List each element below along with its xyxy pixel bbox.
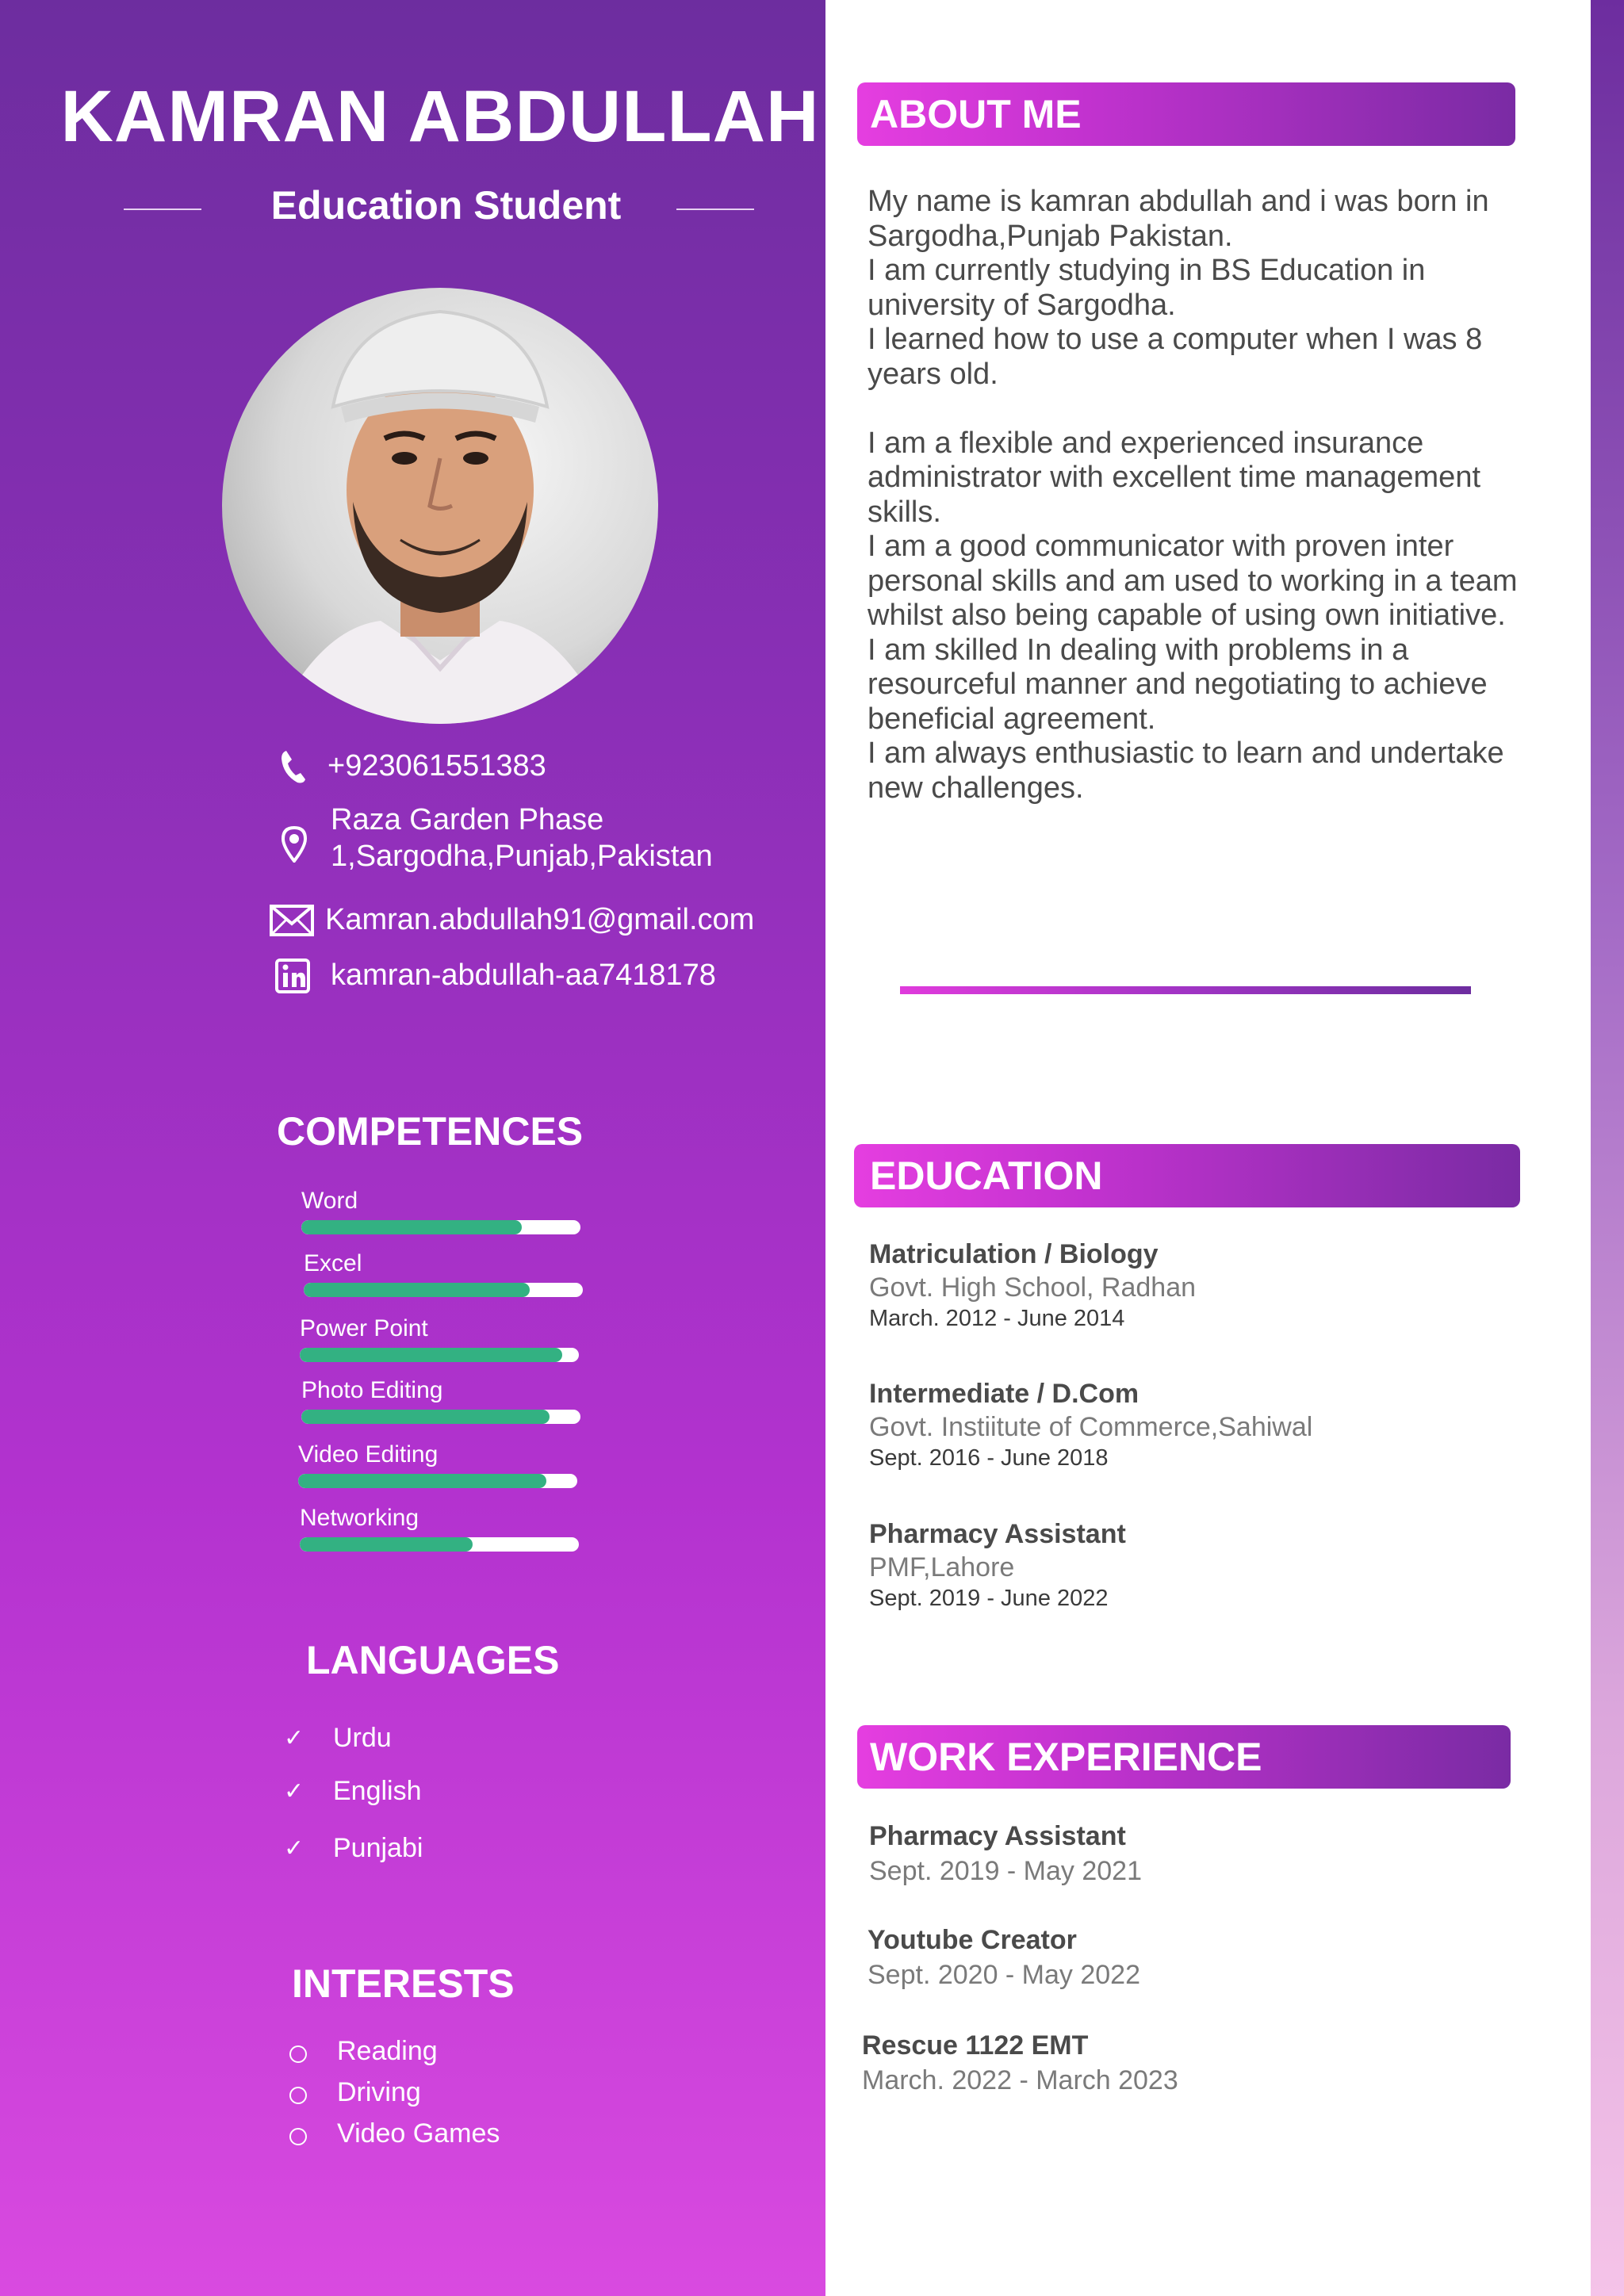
skill-item — [298, 1441, 580, 1488]
education-place: Govt. High School, Radhan — [869, 1272, 1197, 1303]
linkedin-handle[interactable]: kamran-abdullah-aa7418178 — [331, 959, 716, 992]
email-address[interactable]: Kamran.abdullah91@gmail.com — [325, 903, 755, 936]
skill-item — [300, 1314, 581, 1362]
about-line: administrator with excellent time management — [868, 461, 1481, 494]
languages-title: LANGUAGES — [306, 1638, 560, 1682]
about-line: I am currently studying in BS Education in — [868, 254, 1426, 287]
language-label: Urdu — [333, 1723, 392, 1753]
address-line-2: 1,Sargodha,Punjab,Pakistan — [331, 840, 713, 873]
role-row — [0, 182, 825, 238]
skill-bar-fill — [300, 1537, 473, 1552]
circle-bullet-icon — [289, 2128, 307, 2145]
work-title: Pharmacy Assistant — [869, 1821, 1126, 1851]
about-line: whilst also being capable of using own initiative. — [868, 599, 1506, 632]
envelope-icon — [270, 901, 314, 939]
address-line-1: Raza Garden Phase — [331, 803, 604, 836]
contact-phone-row — [275, 748, 546, 786]
skill-bar — [298, 1474, 577, 1488]
about-line: years old. — [868, 357, 998, 391]
skill-label: Power Point — [300, 1315, 428, 1341]
language-item — [284, 1833, 423, 1864]
about-text — [868, 185, 1565, 806]
about-line: I am a flexible and experienced insurance — [868, 426, 1424, 460]
work-date: Sept. 2019 - May 2021 — [869, 1856, 1143, 1886]
about-line: resourceful manner and negotiating to achieve — [868, 668, 1488, 701]
profile-photo — [222, 288, 658, 724]
skill-bar — [301, 1220, 580, 1234]
work-date: Sept. 2020 - May 2022 — [868, 1960, 1141, 1990]
work-item — [869, 1820, 1543, 1889]
education-date: Sept. 2019 - June 2022 — [869, 1586, 1109, 1611]
education-item — [869, 1517, 1543, 1613]
skill-item — [301, 1376, 583, 1424]
role-divider-right — [676, 209, 754, 210]
education-section-header: EDUCATION — [854, 1144, 1520, 1207]
skill-bar-fill — [304, 1283, 530, 1297]
skill-label: Excel — [304, 1250, 362, 1276]
about-line: I learned how to use a computer when I was 8 — [868, 323, 1483, 356]
about-line: skills. — [868, 495, 941, 529]
about-line: I am always enthusiastic to learn and undertake — [868, 737, 1504, 770]
work-title: Rescue 1122 EMT — [862, 2030, 1089, 2061]
check-icon: ✓ — [284, 1725, 304, 1751]
skill-item — [304, 1249, 585, 1297]
about-line: My name is kamran abdullah and i was born in — [868, 185, 1489, 218]
address — [331, 802, 713, 874]
profile-photo-illustration — [222, 288, 658, 724]
education-place: Govt. Instiitute of Commerce,Sahiwal — [869, 1412, 1313, 1442]
language-item — [284, 1776, 422, 1807]
role-title: Education Student — [270, 183, 622, 228]
education-item — [869, 1238, 1543, 1333]
location-pin-icon — [275, 825, 313, 863]
about-line: beneficial agreement. — [868, 702, 1156, 736]
education-item — [869, 1377, 1543, 1472]
contact-linkedin-row — [274, 957, 716, 995]
skill-label: Video Editing — [298, 1441, 439, 1468]
about-line: I am skilled In dealing with problems in a — [868, 633, 1409, 667]
skill-label: Photo Editing — [301, 1377, 443, 1403]
work-item — [868, 1923, 1542, 1993]
education-date: March. 2012 - June 2014 — [869, 1306, 1125, 1331]
interest-label: Reading — [337, 2036, 438, 2066]
education-date: Sept. 2016 - June 2018 — [869, 1445, 1109, 1471]
about-line: Sargodha,Punjab Pakistan. — [868, 219, 1233, 253]
linkedin-icon — [274, 957, 312, 995]
work-item — [862, 2029, 1536, 2099]
about-line: new challenges. — [868, 771, 1084, 805]
section-divider — [900, 986, 1471, 994]
interests-title: INTERESTS — [292, 1961, 515, 2006]
skill-bar — [300, 1348, 579, 1362]
skill-item — [301, 1187, 583, 1234]
interest-label: Driving — [337, 2077, 421, 2107]
interest-item — [289, 2036, 438, 2067]
skill-bar-fill — [301, 1410, 550, 1424]
education-place: PMF,Lahore — [869, 1552, 1015, 1582]
full-name: KAMRAN ABDULLAH — [60, 76, 820, 157]
about-line — [868, 392, 1565, 427]
phone-number[interactable]: +923061551383 — [327, 749, 546, 783]
interest-item — [289, 2077, 421, 2108]
language-label: English — [333, 1776, 422, 1806]
education-title: Pharmacy Assistant — [869, 1519, 1126, 1549]
contact-email-row — [270, 901, 754, 939]
education-title: Intermediate / D.Com — [869, 1379, 1139, 1409]
about-line: I am a good communicator with proven inter — [868, 530, 1454, 563]
skill-label: Networking — [300, 1505, 419, 1531]
interest-label: Video Games — [337, 2118, 500, 2149]
work-title: Youtube Creator — [868, 1925, 1077, 1955]
work-date: March. 2022 - March 2023 — [862, 2065, 1178, 2095]
skill-bar-fill — [300, 1348, 562, 1362]
work-section-header: WORK EXPERIENCE — [857, 1725, 1511, 1789]
about-section-header: ABOUT ME — [857, 82, 1515, 146]
skill-label: Word — [301, 1188, 358, 1214]
contact-address-row — [275, 802, 713, 874]
skill-bar-fill — [301, 1220, 522, 1234]
skill-bar-fill — [298, 1474, 546, 1488]
competences-title: COMPETENCES — [277, 1109, 584, 1154]
phone-icon — [275, 748, 313, 786]
language-item — [284, 1723, 392, 1754]
education-title: Matriculation / Biology — [869, 1239, 1159, 1269]
right-accent-strip — [1591, 0, 1624, 2296]
check-icon: ✓ — [284, 1835, 304, 1862]
skill-bar — [304, 1283, 583, 1297]
check-icon: ✓ — [284, 1778, 304, 1804]
skill-bar — [300, 1537, 579, 1552]
interest-item — [289, 2118, 500, 2149]
skill-bar — [301, 1410, 580, 1424]
circle-bullet-icon — [289, 2045, 307, 2063]
skill-item — [300, 1504, 581, 1552]
language-label: Punjabi — [333, 1833, 423, 1863]
about-line: university of Sargodha. — [868, 288, 1176, 322]
about-line: personal skills and am used to working in a team — [868, 564, 1518, 598]
circle-bullet-icon — [289, 2087, 307, 2104]
